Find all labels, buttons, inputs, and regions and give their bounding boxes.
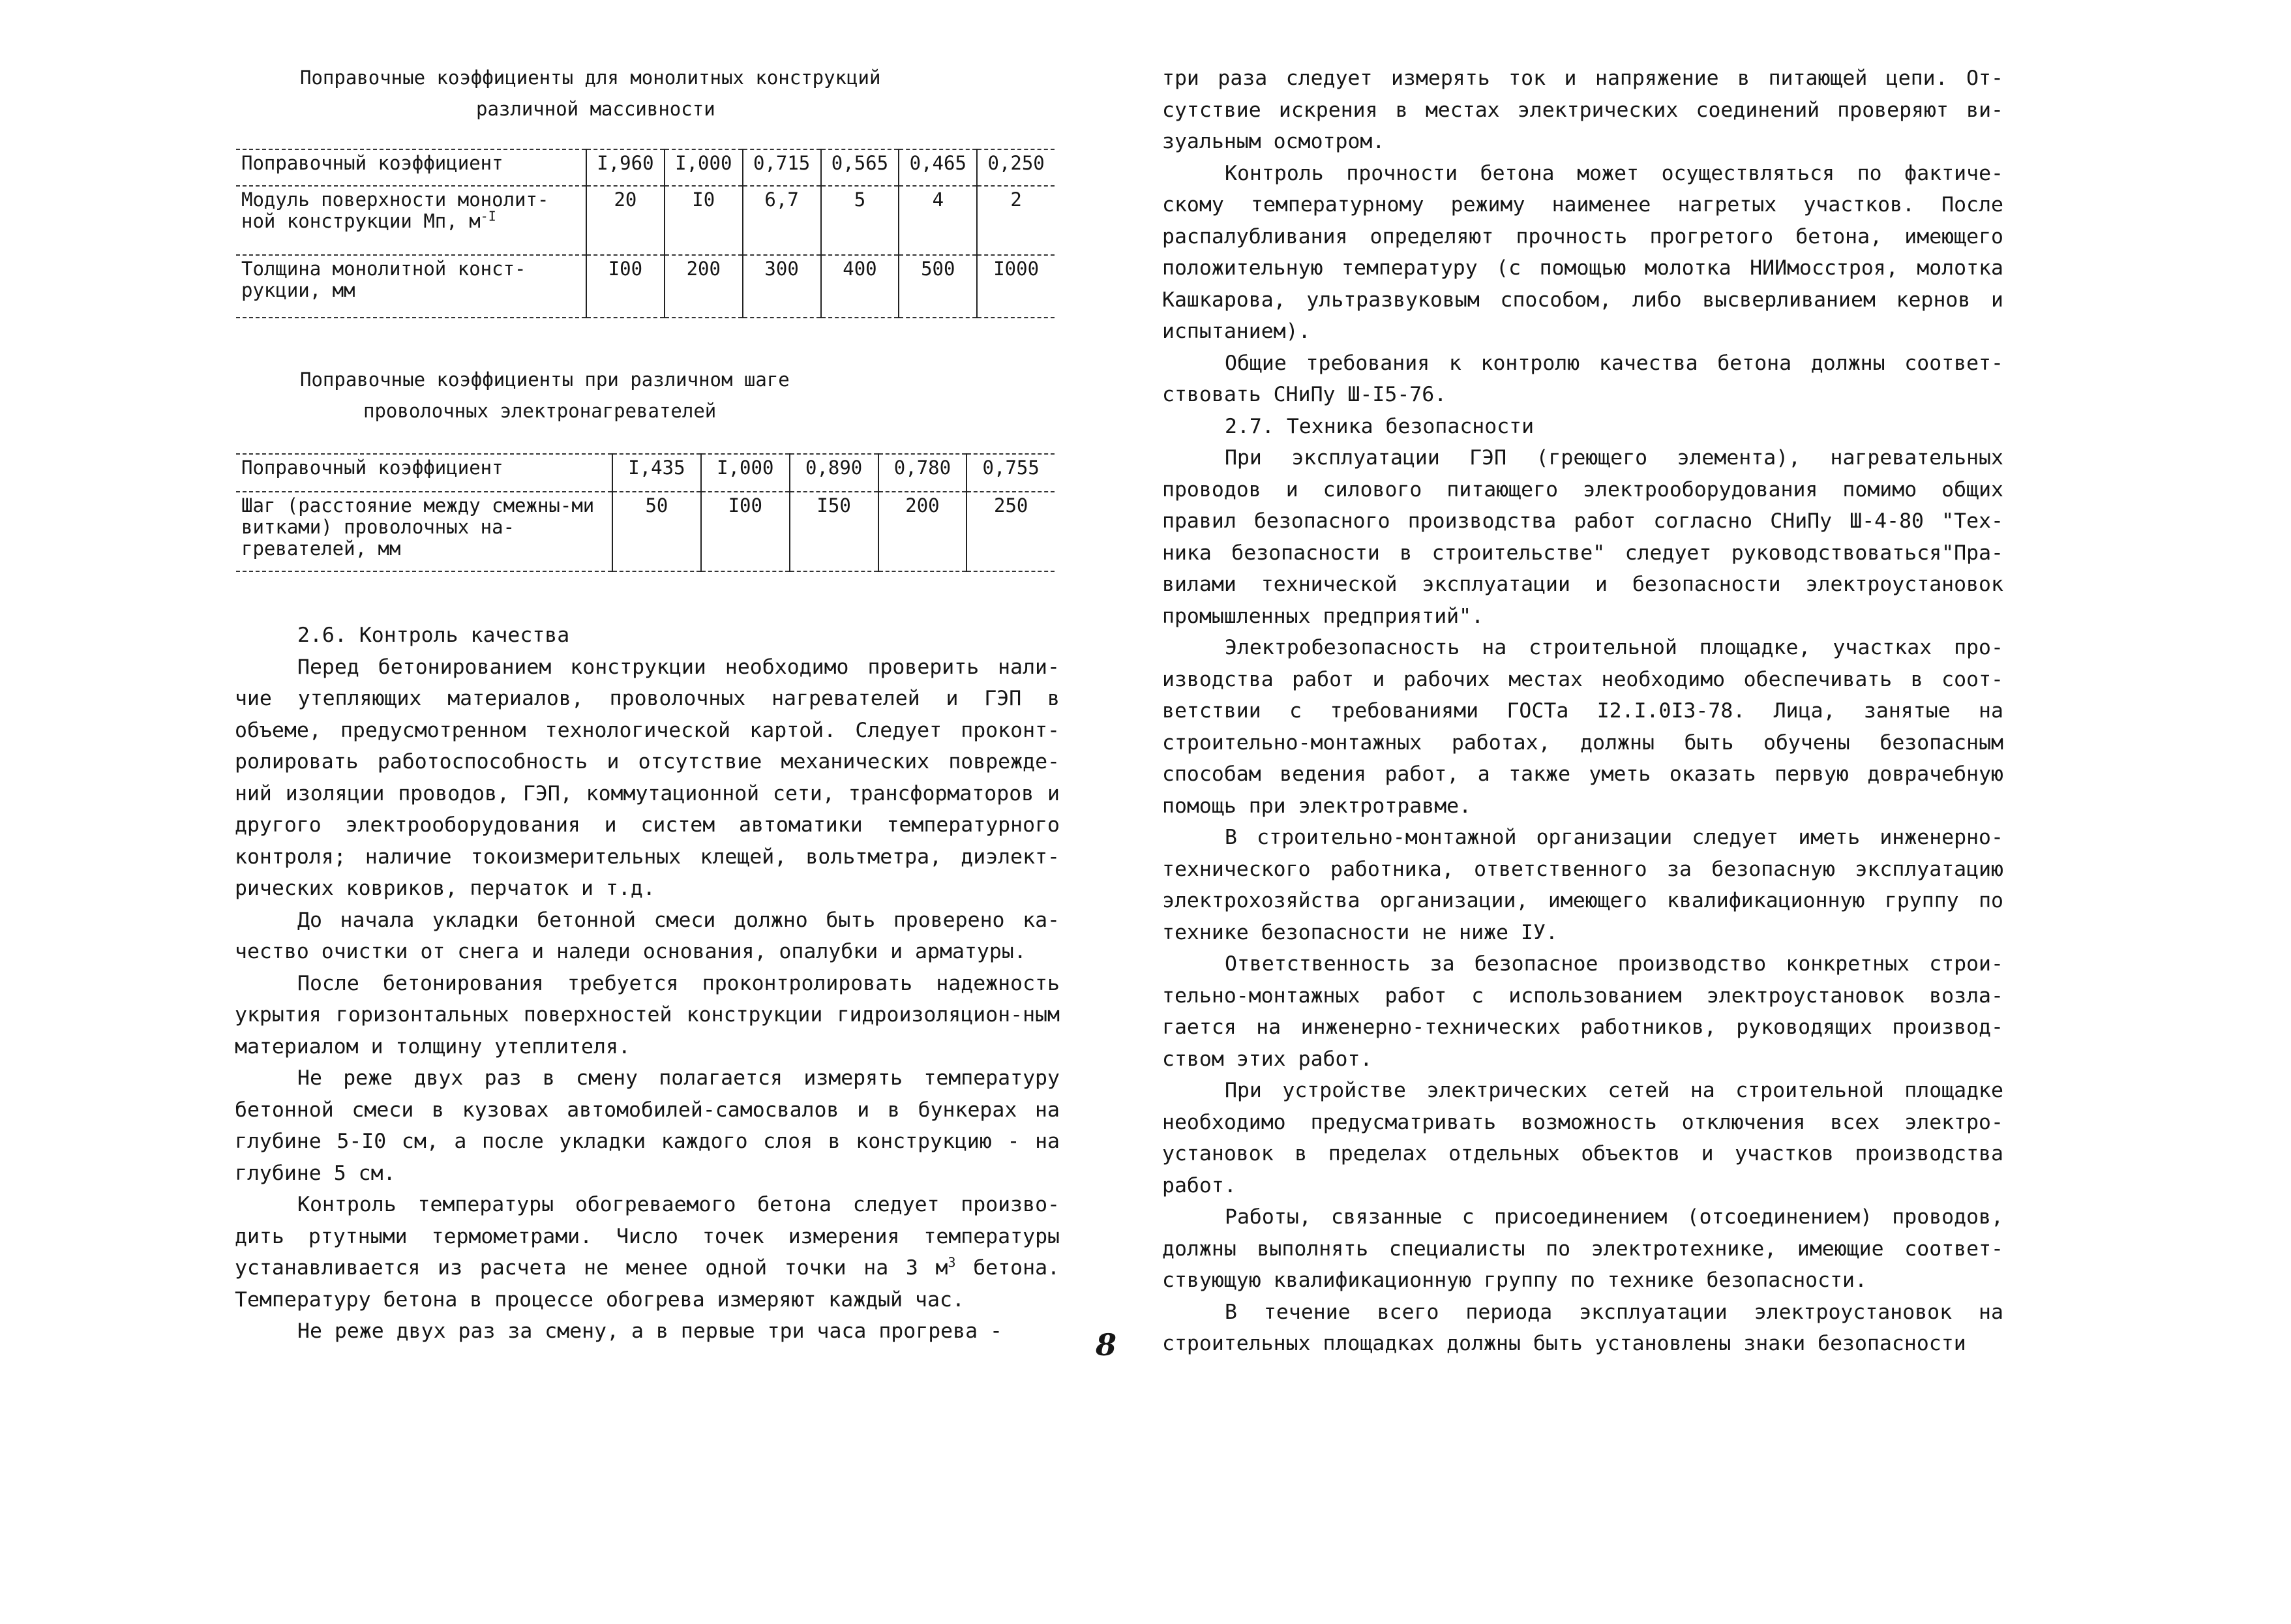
table-cell: I00 [701,492,790,571]
table-cell: 5 [821,186,899,255]
section-heading-quality: 2.6. Контроль качества [297,624,570,647]
row-label-sup: -I [480,208,496,224]
table-cell: I0 [665,186,743,255]
paragraph-part: Контроль температуры обогреваемого бетона следует произво-дить ртутными термометрами. Число точек измерения температуры устанавливается из расчета не менее одной точки на 3 м [235,1193,1060,1280]
table-row [236,186,1055,255]
table-cell: I,000 [701,454,790,492]
table2-title-line2: проволочных электронагревателей [363,400,717,422]
paragraph-part: бетона. Температуру бетона в процессе обогрева измеряют каждый час. [235,1256,1060,1312]
table-cell: I50 [790,492,878,571]
table-cell: 300 [743,255,821,318]
table-cell: 0,890 [790,454,878,492]
table-cell: I00 [586,255,665,318]
left-text-column [235,620,1060,1347]
table-cell: 500 [899,255,977,318]
superscript: 3 [948,1254,956,1271]
row-label: Поправочный коэффициент [241,152,503,174]
paragraph: Не реже двух раз в смену полагается измерять температуру бетонной смеси в кузовах автомобилей-самосвалов и в бункерах на глубине 5-I0 см, а после укладки каждого слоя в конструкцию - на глубине 5 см. [235,1066,1060,1185]
table-cell: I,435 [612,454,701,492]
table-row [236,492,1055,571]
table-cell: 250 [966,492,1055,571]
table-cell: I,960 [586,149,665,186]
paragraph: До начала укладки бетонной смеси должно быть проверено ка-чество очистки от снега и наледи основания, опалубки и арматуры. [235,908,1060,963]
table-cell: 50 [612,492,701,571]
paragraph: При эксплуатации ГЭП (греющего элемента), нагревательных проводов и силового питающего электрооборудования помимо общих правил безопасного производства работ согласно СНиПу Ш-4-80 "Тех-ника безопасности в строительстве" следует руководствоваться"Пра-вилами технической эксплуатации и безопасности электроустановок промышленных предприятий". [1162,446,2003,628]
table-cell: 0,715 [743,149,821,186]
table-cell: I,000 [665,149,743,186]
paragraph: После бетонирования требуется проконтролировать надежность укрытия горизонтальных поверхностей конструкции гидроизоляцион-ным материалом и толщину утеплителя. [235,971,1060,1059]
table-row [236,255,1055,318]
table-cell: 200 [665,255,743,318]
table-cell: 0,465 [899,149,977,186]
paragraph: Не реже двух раз за смену, а в первые три часа прогрева - [297,1319,1002,1343]
table-row [236,149,1055,186]
paragraph: Ответственность за безопасное производство конкретных строи-тельно-монтажных работ с использованием электроустановок возла-гается на инженерно-технических работников, руководящих производ-ством этих работ. [1162,952,2003,1071]
table2-title-line1: Поправочные коэффициенты при различном шаге [300,368,790,391]
row-label [236,186,586,255]
paragraph: Контроль прочности бетона может осуществляться по фактиче-скому температурному режиму наименее нагретых участков. После распалубливания определяют прочность прогретого бетона, имеющего положительную температуру (с помощью молотка НИИмосстроя, молотка Кашкарова, ультразвуковым способом, либо высверливанием кернов и испытанием). [1162,161,2003,343]
row-label: Толщина монолитной конст-рукции, мм [241,258,526,301]
paragraph: При устройстве электрических сетей на строительной площадке необходимо предусматривать возможность отключения всех электро-установок в пределах отдельных объектов и участков производства работ. [1162,1079,2003,1197]
page-number: 8 [1096,1327,1117,1362]
paragraph: В течение всего периода эксплуатации электроустановок на строительных площадках должны быть установлены знаки безопасности [1162,1300,2003,1355]
table-cell: 0,565 [821,149,899,186]
paragraph: Общие требования к контролю качества бетона должны соответ-ствовать СНиПу Ш-I5-76. [1162,351,2003,406]
table-cell: 400 [821,255,899,318]
paragraph: Электробезопасность на строительной площадке, участках про-изводства работ и рабочих местах необходимо обеспечивать в соот-ветствии с требованиями ГОСТа I2.I.0I3-78. Лица, занятые на строительно-монтажных работах, должны быть обучены безопасным способам ведения работ, а также уметь оказать первую доврачебную помощь при электротравме. [1162,636,2003,818]
paragraph: Работы, связанные с присоединением (отсоединением) проводов, должны выполнять специалисты по электротехнике, имеющие соответ-ствующую квалификационную группу по технике безопасности. [1162,1205,2003,1292]
paragraph: Перед бетонированием конструкции необходимо проверить нали-чие утепляющих материалов, проволочных нагревателей и ГЭП в объеме, предусмотренном технологической картой. Следует проконт-ролировать работоспособность и отсутствие механических поврежде-ний изоляции проводов, ГЭП, коммутационной сети, трансформаторов и другого электрооборудования и систем автоматики температурного контроля; наличие токоизмерительных клещей, вольтметра, диэлект-рических ковриков, перчаток и т.д. [235,655,1060,900]
table-row [236,454,1055,492]
table-cell: 4 [899,186,977,255]
table-cell: I000 [977,255,1055,318]
right-text-column [1162,63,2003,1360]
table-cell: 2 [977,186,1055,255]
table1-title-line2: различной массивности [476,98,715,120]
table-cell: 20 [586,186,665,255]
table1-title-line1: Поправочные коэффициенты для монолитных конструкций [300,67,881,89]
paragraph: В строительно-монтажной организации следует иметь инженерно-технического работника, ответственного за безопасную эксплуатацию электрохозяйства организации, имеющего квалификационную группу по технике безопасности не ниже IУ. [1162,826,2003,944]
table-cell: 200 [878,492,967,571]
row-label: Шаг (расстояние между смежны-ми витками) проволочных на-гревателей, мм [241,494,595,560]
table-cell: 0,755 [966,454,1055,492]
table-cell: 0,780 [878,454,967,492]
row-label: Поправочный коэффициент [241,457,503,479]
table-cell: 0,250 [977,149,1055,186]
paragraph: три раза следует измерять ток и напряжение в питающей цепи. От-сутствие искрения в местах электрических соединений проверяют ви-зуальным осмотром. [1162,67,2003,153]
row-label-text: Модуль поверхности монолит-ной конструкции Мп, м [241,188,549,232]
correction-table-heater-step [236,453,1055,572]
paragraph [235,1189,1060,1316]
table-cell: 6,7 [743,186,821,255]
correction-table-massiveness [236,149,1055,318]
section-heading-safety: 2.7. Техника безопасности [1225,414,1535,438]
